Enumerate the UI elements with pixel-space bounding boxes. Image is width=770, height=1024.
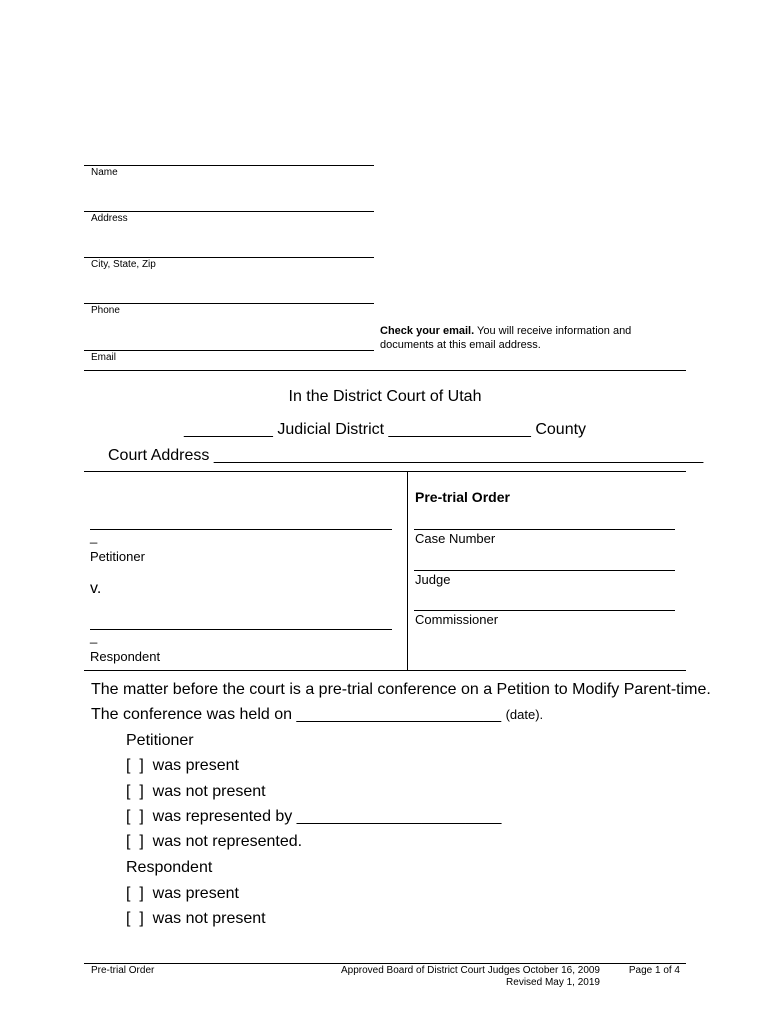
city-state-zip-line[interactable] [84, 257, 374, 258]
address-label: Address [91, 213, 128, 224]
versus-text: v. [90, 580, 102, 597]
address-line[interactable] [84, 211, 374, 212]
matter-text: The matter before the court is a pre-trial conference on a Petition to Modify Parent-time. [91, 681, 711, 698]
respondent-option-present[interactable]: [ ] was present [126, 885, 239, 902]
phone-line[interactable] [84, 303, 374, 304]
respondent-label: Respondent [90, 649, 161, 664]
judge-line[interactable] [414, 570, 675, 571]
caption-divider [407, 471, 408, 670]
petitioner-heading: Petitioner [126, 732, 194, 749]
district-county-line[interactable]: __________ Judicial District ________________ County [183, 421, 587, 438]
petitioner-label: Petitioner [90, 549, 145, 564]
petitioner-option-present[interactable]: [ ] was present [126, 757, 239, 774]
document-title: Pre-trial Order [415, 489, 510, 505]
footer-form-name: Pre-trial Order [91, 965, 155, 976]
email-label: Email [91, 352, 117, 363]
petitioner-option-represented-by[interactable]: [ ] was represented by _______________________ [126, 808, 502, 825]
respondent-dash: _ [90, 629, 98, 644]
footer-approval-line2: Revised May 1, 2019 [506, 977, 600, 988]
case-number-label: Case Number [415, 531, 496, 546]
email-notice-line2: documents at this email address. [380, 339, 541, 351]
name-label: Name [91, 167, 118, 178]
email-notice-line1: You will receive information and [474, 325, 632, 337]
court-heading: In the District Court of Utah [288, 388, 482, 405]
respondent-line[interactable] [90, 629, 392, 630]
conference-text: The conference was held on _______________________ [91, 706, 502, 723]
commissioner-line[interactable] [414, 610, 675, 611]
judge-label: Judge [415, 572, 451, 587]
commissioner-label: Commissioner [415, 612, 499, 627]
footer-page-number: Page 1 of 4 [628, 965, 680, 976]
header-divider [84, 370, 686, 371]
phone-label: Phone [91, 305, 120, 316]
date-hint: (date). [505, 707, 544, 722]
petitioner-option-not-represented[interactable]: [ ] was not represented. [126, 833, 303, 850]
respondent-option-not-present[interactable]: [ ] was not present [126, 910, 266, 927]
email-notice-bold: Check your email. [380, 325, 475, 337]
caption-top-border [84, 471, 686, 472]
caption-bottom-border [84, 670, 686, 671]
case-number-line[interactable] [414, 529, 675, 530]
petitioner-option-not-present[interactable]: [ ] was not present [126, 783, 266, 800]
name-line[interactable] [84, 165, 374, 166]
footer-approval [300, 965, 600, 989]
petitioner-line[interactable] [90, 529, 392, 530]
court-address-line[interactable]: Court Address _______________________________________________________ [108, 447, 704, 464]
city-state-zip-label: City, State, Zip [91, 259, 156, 270]
footer-divider [84, 963, 686, 964]
conference-date-line[interactable] [91, 706, 543, 724]
email-notice [380, 324, 680, 352]
petitioner-dash: _ [90, 529, 98, 544]
email-line[interactable] [84, 350, 374, 351]
footer-approval-line1: Approved Board of District Court Judges October 16, 2009 [340, 965, 600, 976]
respondent-heading: Respondent [126, 859, 213, 876]
